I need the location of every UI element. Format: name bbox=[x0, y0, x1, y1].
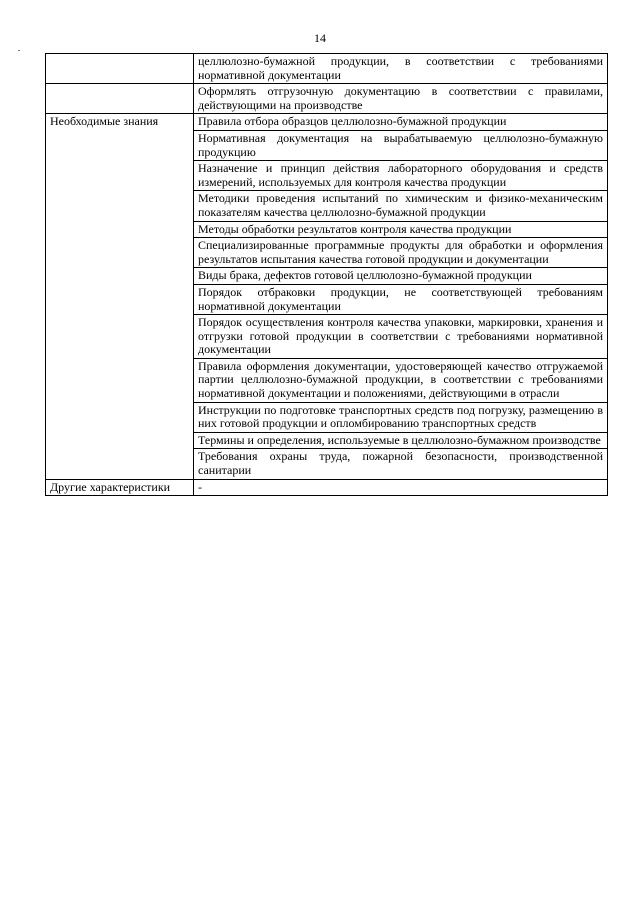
row-text: Требования охраны труда, пожарной безопасности, производственной санитарии bbox=[194, 449, 608, 479]
row-text: Методы обработки результатов контроля качества продукции bbox=[194, 221, 608, 238]
row-label-other: Другие характеристики bbox=[46, 479, 194, 496]
row-label-knowledge: Необходимые знания bbox=[46, 114, 194, 479]
scan-speck bbox=[18, 50, 20, 51]
row-text: Правила отбора образцов целлюлозно-бумажной продукции bbox=[194, 114, 608, 131]
row-label bbox=[46, 84, 194, 114]
table-row bbox=[46, 84, 608, 114]
row-text: Специализированные программные продукты для обработки и оформления результатов испытания качества готовой продукции и документации bbox=[194, 238, 608, 268]
row-text: Инструкции по подготовке транспортных средств под погрузку, размещению в них готовой продукции и опломбированию транспортных средств bbox=[194, 402, 608, 432]
page-number: 14 bbox=[314, 31, 326, 45]
table-row bbox=[46, 114, 608, 131]
row-text: Порядок осуществления контроля качества упаковки, маркировки, хранения и отгрузки готовой продукции в соответствии с требованиями нормативной документации bbox=[194, 315, 608, 359]
row-text: Методики проведения испытаний по химическим и физико-механическим показателям качества целлюлозно-бумажной продукции bbox=[194, 191, 608, 221]
row-text: Правила оформления документации, удостоверяющей качество отгружаемой партии целлюлозно-бумажной продукции, в соответствии с требованиями нормативной документации и положениями, действующими в отрасли bbox=[194, 358, 608, 402]
row-text: Назначение и принцип действия лабораторного оборудования и средств измерений, используемых для контроля качества продукции bbox=[194, 161, 608, 191]
row-text: Виды брака, дефектов готовой целлюлозно-бумажной продукции bbox=[194, 268, 608, 285]
row-text: Нормативная документация на вырабатываемую целлюлозно-бумажную продукцию bbox=[194, 130, 608, 160]
table-row bbox=[46, 54, 608, 84]
row-text: Оформлять отгрузочную документацию в соответствии с правилами, действующими на производстве bbox=[194, 84, 608, 114]
row-text: Термины и определения, используемые в целлюлозно-бумажном производстве bbox=[194, 432, 608, 449]
competency-table bbox=[45, 53, 608, 496]
row-text: целлюлозно-бумажной продукции, в соответствии с требованиями нормативной документации bbox=[194, 54, 608, 84]
row-text: Порядок отбраковки продукции, не соответствующей требованиям нормативной документации bbox=[194, 284, 608, 314]
row-label bbox=[46, 54, 194, 84]
table-row bbox=[46, 479, 608, 496]
row-text: - bbox=[194, 479, 608, 496]
